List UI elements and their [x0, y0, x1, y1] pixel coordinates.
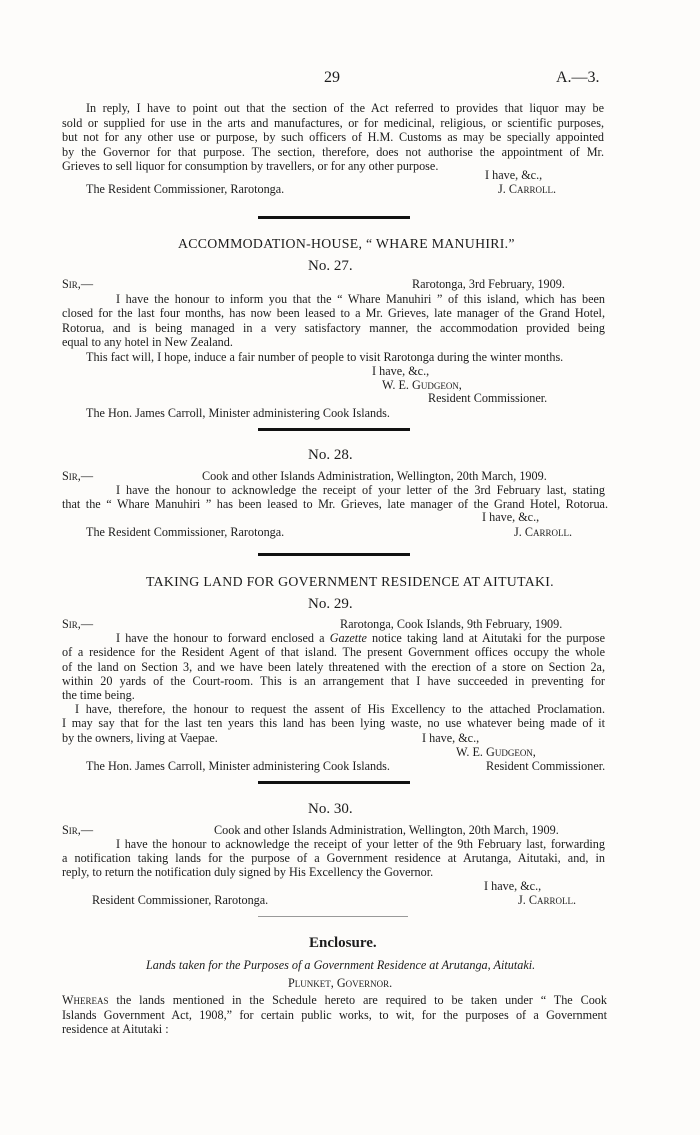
document-reference: A.—3. [556, 69, 600, 86]
text-line: Islands Government Act, 1908,” for certain public works, to wit, for the purposes of a Government [62, 1008, 607, 1022]
text-line: by the Governor for that purpose. The section, therefore, does not authorise the appointment of Mr. [62, 145, 604, 159]
text-line: closed for the last four months, has now been leased to a Mr. Grieves, late manager of the Grand Hotel, [62, 306, 605, 320]
place-date: Rarotonga, Cook Islands, 9th February, 1909. [340, 617, 563, 631]
signature: J. Carroll. [498, 182, 557, 196]
text-line: a notification taking lands for the purpose of a Government residence at Arutanga, Aitutaki, and, in [62, 851, 605, 865]
signature: W. E. Gudgeon, [382, 378, 462, 392]
addressee: The Hon. James Carroll, Minister administering Cook Islands. [86, 406, 390, 420]
text-line: I have the honour to acknowledge the receipt of your letter of the 9th February last, forwarding [116, 837, 605, 851]
text-line: I may say that for the last ten years this land has been lying waste, no use whatever being made of it [62, 716, 605, 730]
salutation: Sir,— [62, 277, 94, 291]
enclosure-subtitle: Lands taken for the Purposes of a Government Residence at Arutanga, Aitutaki. [146, 958, 536, 972]
text-line: that the “ Whare Manuhiri ” has been leased to Mr. Grieves, late manager of the Grand Hotel, Rotorua. [62, 497, 608, 511]
addressee: The Resident Commissioner, Rarotonga. [86, 182, 285, 196]
letter-number: No. 27. [308, 258, 353, 274]
signature-title: Resident Commissioner. [428, 391, 548, 405]
text-line: I have, therefore, the honour to request the assent of His Excellency to the attached Proclamation. [75, 702, 605, 716]
signature-title: Resident Commissioner. [486, 759, 606, 773]
thin-divider [258, 916, 408, 917]
addressee: The Resident Commissioner, Rarotonga. [86, 525, 285, 539]
place-date: Rarotonga, 3rd February, 1909. [412, 277, 565, 291]
place-date: Cook and other Islands Administration, Wellington, 20th March, 1909. [202, 469, 547, 483]
text-line: of a residence for the Resident Agent of that island. The present Government offices occupy the whole [62, 645, 605, 659]
closing: I have, &c., [482, 510, 540, 524]
text-line: I have the honour to acknowledge the receipt of your letter of the 3rd February last, stating [116, 483, 605, 497]
closing: I have, &c., [484, 879, 542, 893]
enclosure-heading: Enclosure. [309, 935, 377, 951]
closing: I have, &c., [372, 364, 430, 378]
text-line: Grieves to sell liquor for consumption by travellers, or for any other purpose. [62, 159, 439, 173]
text-line: This fact will, I hope, induce a fair number of people to visit Rarotonga during the winter months. [86, 350, 564, 364]
addressee: The Hon. James Carroll, Minister administering Cook Islands. [86, 759, 390, 773]
signature: W. E. Gudgeon, [456, 745, 536, 759]
text-line: I have the honour to forward enclosed a Gazette notice taking land at Aitutaki for the purpose [116, 631, 605, 645]
closing: I have, &c., [485, 168, 543, 182]
text-line: Rotorua, and is being managed in a very satisfactory manner, the accommodation provided being [62, 321, 605, 335]
letter-number: No. 28. [308, 447, 353, 463]
text-line: sold or supplied for use in the arts and manufactures, or for medicinal, religious, or scientific purposes, [62, 116, 604, 130]
salutation: Sir,— [62, 469, 94, 483]
governor-line: Plunket, Governor. [288, 976, 393, 990]
section-divider [258, 553, 410, 556]
section-divider [258, 428, 410, 431]
text-line: reply, to return the notification duly signed by His Excellency the Governor. [62, 865, 434, 879]
salutation: Sir,— [62, 823, 94, 837]
text-line: within 20 yards of the Court-room. This is an arrangement that I have succeeded in preventing for [62, 674, 605, 688]
letter-number: No. 30. [308, 801, 353, 817]
text-line: of the land on Section 3, and we have been lately threatened with the erection of a store on Section 2a, [62, 660, 605, 674]
place-date: Cook and other Islands Administration, Wellington, 20th March, 1909. [214, 823, 559, 837]
salutation: Sir,— [62, 617, 94, 631]
page-number: 29 [324, 69, 340, 86]
text-line: but not for any other use or purpose, by such officers of H.M. Customs as may be specially appointed [62, 130, 604, 144]
section-divider [258, 216, 410, 219]
gazette-italic: Gazette [329, 631, 367, 645]
text-line: equal to any hotel in New Zealand. [62, 335, 233, 349]
text-line: I have the honour to inform you that the “ Whare Manuhiri ” of this island, which has been [116, 292, 605, 306]
signature: J. Carroll. [518, 893, 577, 907]
addressee: Resident Commissioner, Rarotonga. [92, 893, 269, 907]
section-divider [258, 781, 410, 784]
text-line: Whereas the lands mentioned in the Schedule hereto are required to be taken under “ The Cook [62, 993, 607, 1007]
text-line: by the owners, living at Vaepae. [62, 731, 218, 745]
signature: J. Carroll. [514, 525, 573, 539]
closing: I have, &c., [422, 731, 480, 745]
letter-number: No. 29. [308, 596, 353, 612]
section-title: ACCOMMODATION-HOUSE, “ WHARE MANUHIRI.” [178, 236, 515, 251]
text-line: the time being. [62, 688, 135, 702]
section-title: TAKING LAND FOR GOVERNMENT RESIDENCE AT AITUTAKI. [146, 574, 554, 589]
text-line: residence at Aitutaki : [62, 1022, 169, 1036]
text-line: In reply, I have to point out that the section of the Act referred to provides that liquor may be [86, 101, 604, 115]
